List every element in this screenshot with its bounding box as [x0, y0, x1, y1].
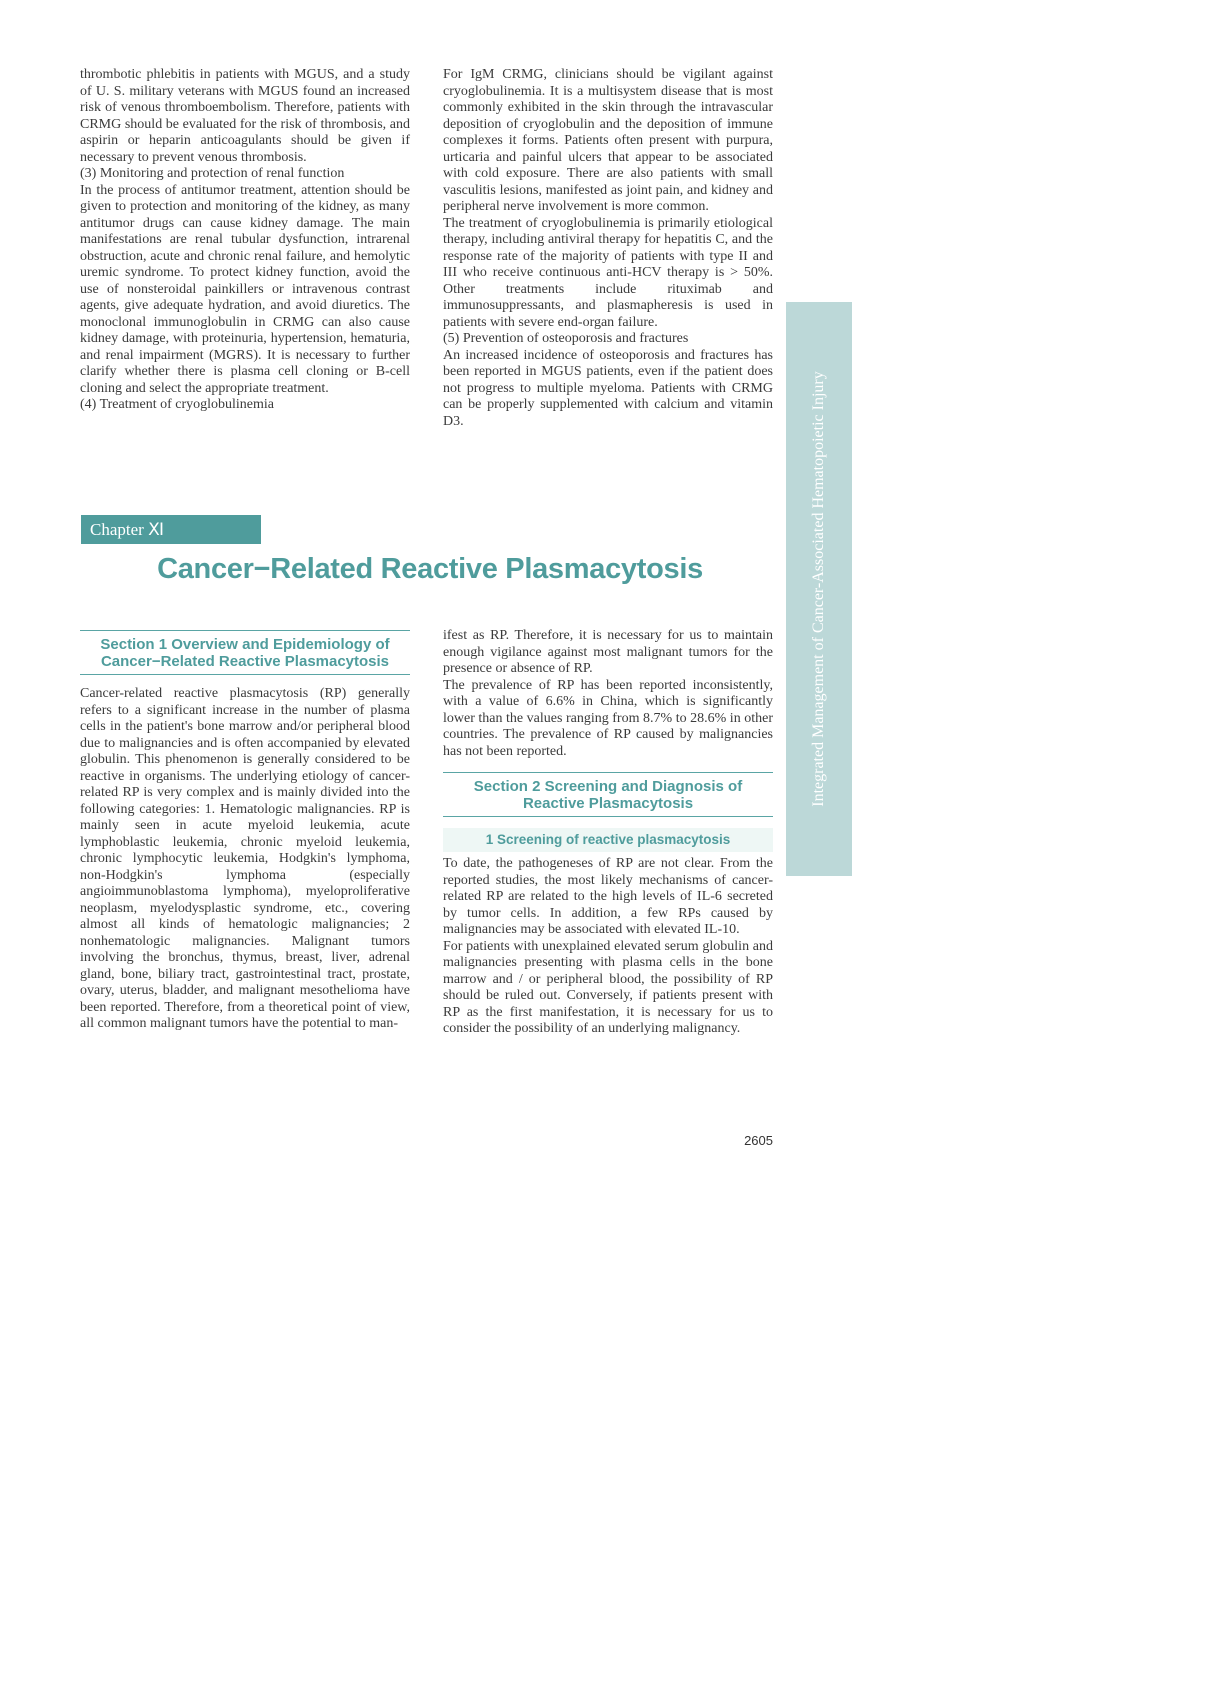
top-right-column: [443, 67, 773, 430]
section-2-heading-line1: Section 2 Screening and Diagnosis of: [473, 778, 743, 795]
paragraph: thrombotic phlebitis in patients with MGUS, and a study of U. S. military veterans with MGUS found an increased risk of venous thromboembolism. Therefore, patients with CRMG should be evaluated for the risk of thrombosis, and aspirin or heparin anticoagulants should be given if necessary to prevent venous thrombosis.: [80, 67, 410, 165]
paragraph: An increased incidence of osteoporosis and fractures has been reported in MGUS patients, even if the patient does not progress to multiple myeloma. Patients with CRMG can be properly supplemented with calcium and vitamin D3.: [443, 347, 773, 429]
paragraph: ifest as RP. Therefore, it is necessary for us to maintain enough vigilance against most malignant tumors for the presence or absence of RP.: [443, 628, 773, 676]
section-2-heading: [443, 772, 773, 817]
section-1-heading: [80, 630, 410, 675]
bottom-left-column: [80, 630, 410, 1033]
subheading-osteoporosis: (5) Prevention of osteoporosis and fractures: [443, 331, 689, 346]
paragraph: The prevalence of RP has been reported inconsistently, with a value of 6.6% in China, which is significantly lower than the values ranging from 8.7% to 28.6% in other countries. The prevalence of RP caused by malignancies has not been reported.: [443, 677, 773, 759]
paragraph: To date, the pathogeneses of RP are not clear. From the reported studies, the most likely mechanisms of cancer-related RP are related to the high levels of IL-6 secreted by tumor cells. In addition, a few RPs caused by malignancies may be associated with elevated IL-10.: [443, 856, 773, 937]
subheading-renal: (3) Monitoring and protection of renal function: [80, 166, 345, 181]
top-left-column: [80, 67, 410, 414]
page-number: 2605: [744, 1133, 773, 1148]
paragraph: For patients with unexplained elevated serum globulin and malignancies presenting with plasma cells in the bone marrow and / or peripheral blood, the possibility of RP should be ruled out. Conversely, if patients present with RP as the first manifestation, it is necessary for us to consider the possibility of an underlying malignancy.: [443, 938, 773, 1036]
chapter-label: Chapter Ⅺ: [81, 515, 261, 544]
paragraph: In the process of antitumor treatment, attention should be given to protection and monitoring of the kidney, as many antitumor drugs can cause kidney damage. The main manifestations are renal tubular dysfunction, intrarenal obstruction, acute and chronic renal failure, and hemolytic uremic syndrome. To protect kidney function, avoid the use of nonsteroidal painkillers or intravenous contrast agents, give adequate hydration, and avoid diuretics. The monoclonal immunoglobulin in CRMG can also cause kidney damage, with proteinuria, hypertension, hematuria, and renal impairment (MGRS). It is necessary to further clarify whether there is plasma cell cloning or B-cell cloning and select the appropriate treatment.: [80, 182, 410, 396]
subsection-heading: 1 Screening of reactive plasmacytosis: [443, 828, 773, 852]
section-1-heading-line1: Section 1 Overview and Epidemiology of: [100, 636, 390, 653]
chapter-title: Cancer−Related Reactive Plasmacytosis: [157, 553, 703, 585]
side-tab-text: Integrated Management of Cancer-Associated Hematopoietic Injury: [810, 371, 827, 807]
paragraph: The treatment of cryoglobulinemia is primarily etiological therapy, including antiviral therapy for hepatitis C, and the response rate of the majority of patients with type II and III who receive continuous anti-HCV therapy is > 50%. Other treatments include rituximab and immunosuppressants, and plasmapheresis is used in patients with severe end-organ failure.: [443, 215, 773, 330]
section-2-heading-line2: Reactive Plasmacytosis: [522, 795, 694, 812]
paragraph: For IgM CRMG, clinicians should be vigilant against cryoglobulinemia. It is a multisystem disease that is most commonly exhibited in the skin through the intravascular deposition of cryoglobulin and the deposition of immune complexes it forms. Patients often present with purpura, urticaria and painful ulcers that appear to be associated with cold exposure. There are also patients with small vasculitis lesions, manifested as joint pain, and kidney and peripheral nerve involvement is more common.: [443, 67, 773, 214]
subheading-cryoglobulinemia: (4) Treatment of cryoglobulinemia: [80, 397, 275, 412]
bottom-right-column: [443, 628, 773, 1038]
paragraph: Cancer-related reactive plasmacytosis (RP) generally refers to a significant increase in the number of plasma cells in the patient's bone marrow and/or peripheral blood due to malignancies and is often accompanied by elevated globulin. This phenomenon is generally considered to be reactive in organisms. The underlying etiology of cancer-related RP is very complex and is mainly divided into the following categories: 1. Hematologic malignancies. RP is mainly seen in acute myeloid leukemia, acute lymphoblastic leukemia, chronic myeloid leukemia, chronic lymphocytic leukemia, Hodgkin's lymphoma, non-Hodgkin's lymphoma (especially angioimmunoblastoma lymphoma), myeloproliferative neoplasm, myelodysplastic syndrome, etc., covering almost all kinds of hematologic malignancies; 2 nonhematologic malignancies. Malignant tumors involving the bronchus, thymus, breast, liver, adrenal gland, bone, biliary tract, gastrointestinal tract, prostate, ovary, uterus, bladder, and malignant mesothelioma have been reported. Therefore, from a theoretical point of view, all common malignant tumors have the potential to man-: [80, 686, 410, 1031]
section-1-heading-line2: Cancer−Related Reactive Plasmacytosis: [100, 653, 390, 670]
side-tab: [786, 302, 852, 876]
